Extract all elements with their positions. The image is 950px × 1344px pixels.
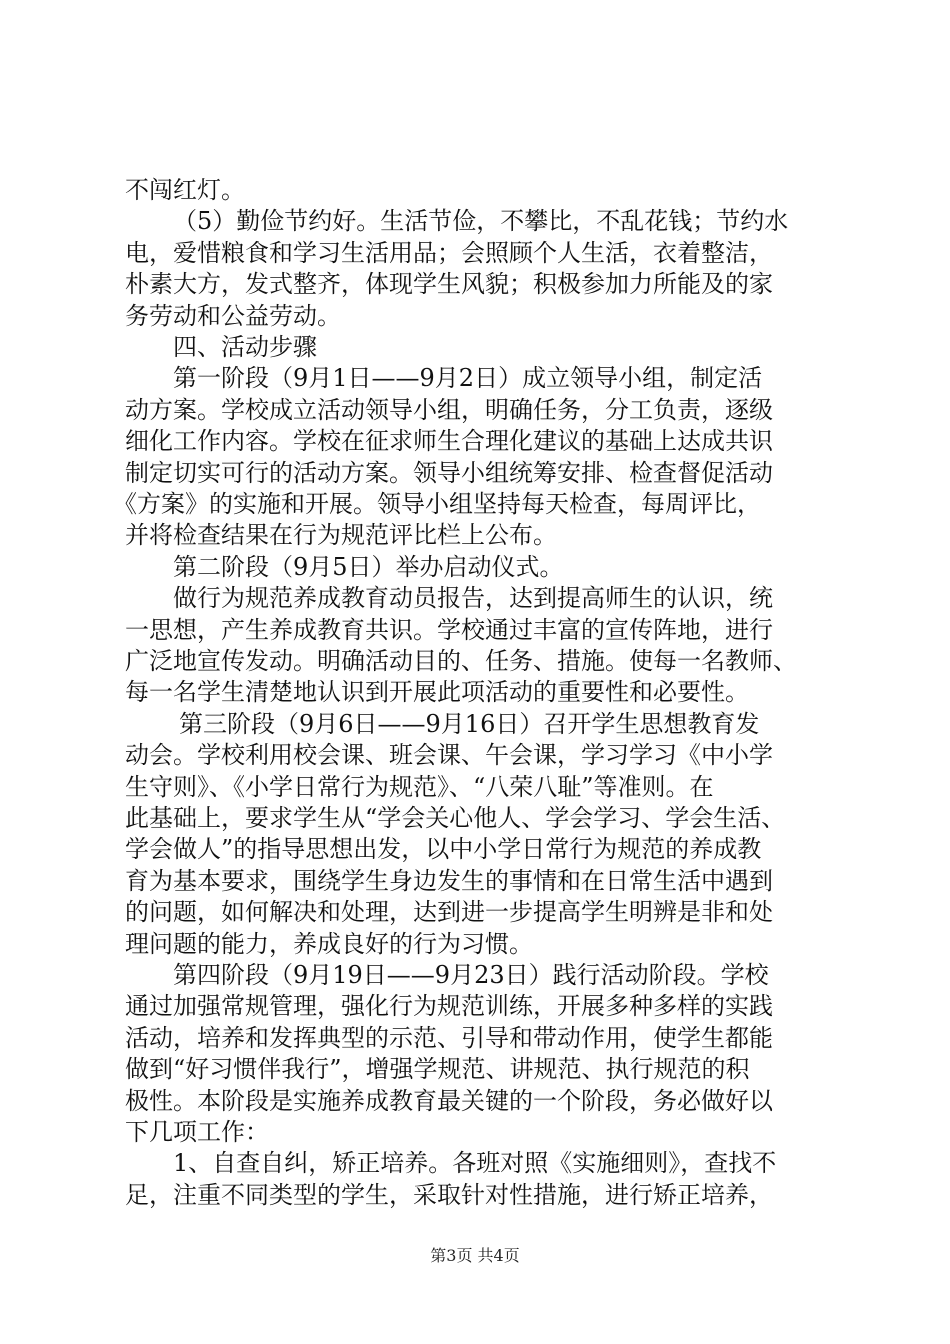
section-heading: 四、活动步骤 [173,333,317,361]
text-line: 生守则》、《小学日常行为规范》、“八荣八耻”等准则。在 [125,772,714,801]
text-line: 活动，培养和发挥典型的示范、引导和带动作用，使学生都能 [125,1023,773,1052]
text-line: 此基础上，要求学生从“学会关心他人、学会学习、学会生活、 [125,804,786,832]
text-line: 电，爱惜粮食和学习生活用品；会照顾个人生活，衣着整洁， [125,238,773,267]
text-line: 制定切实可行的活动方案。领导小组统筹安排、检查督促活动 [125,458,773,487]
text-line: 第一阶段（9月1日——9月2日）成立领导小组，制定活 [173,364,763,393]
text-line: 极性。本阶段是实施养成教育最关键的一个阶段，务必做好以 [125,1086,773,1115]
text-line: 做到“好习惯伴我行”，增强学规范、讲规范、执行规范的积 [125,1055,750,1084]
text-line: 每一名学生清楚地认识到开展此项活动的重要性和必要性。 [125,678,749,707]
text-line: 理问题的能力，养成良好的行为习惯。 [125,929,533,958]
text-line: 的问题，如何解决和处理，达到进一步提高学生明辨是非和处 [125,898,773,927]
text-line: 广泛地宣传发动。明确活动目的、任务、措施。使每一名教师、 [125,647,797,675]
text-line: 细化工作内容。学校在征求师生合理化建议的基础上达成共识 [125,427,773,456]
text-line: 第三阶段（9月6日——9月16日）召开学生思想教育发 [179,709,760,738]
text-line: 不闯红灯。 [125,176,245,204]
text-line: 并将检查结果在行为规范评比栏上公布。 [125,521,557,550]
text-line: 下几项工作： [125,1118,269,1146]
text-line: 足，注重不同类型的学生，采取针对性措施，进行矫正培养， [125,1180,773,1209]
text-line: 通过加强常规管理，强化行为规范训练，开展多种多样的实践 [125,992,773,1021]
text-line: 做行为规范养成教育动员报告，达到提高师生的认识，统 [173,584,773,613]
page-footer: 第3页 共4页 [430,1246,520,1265]
text-line: 动方案。学校成立活动领导小组，明确任务，分工负责，逐级 [125,395,773,424]
text-line: 务劳动和公益劳动。 [125,301,341,330]
text-line: 一思想，产生养成教育共识。学校通过丰富的宣传阵地，进行 [125,615,773,644]
text-line: （5）勤俭节约好。生活节俭，不攀比，不乱花钱；节约水 [173,207,789,236]
text-line: 第二阶段（9月5日）举办启动仪式。 [173,552,564,581]
text-line: 《方案》的实施和开展。领导小组坚持每天检查，每周评比， [113,490,761,518]
text-line: 1、自查自纠，矫正培养。各班对照《实施细则》，查找不 [173,1149,777,1178]
text-line: 育为基本要求，围绕学生身边发生的事情和在日常生活中遇到 [125,866,773,895]
text-line: 动会。学校利用校会课、班会课、午会课，学习学习《中小学 [125,741,773,770]
text-line: 第四阶段（9月19日——9月23日）践行活动阶段。学校 [173,961,769,989]
text-line: 朴素大方，发式整齐，体现学生风貌；积极参加力所能及的家 [125,270,773,299]
text-line: 学会做人”的指导思想出发，以中小学日常行为规范的养成教 [125,835,762,864]
